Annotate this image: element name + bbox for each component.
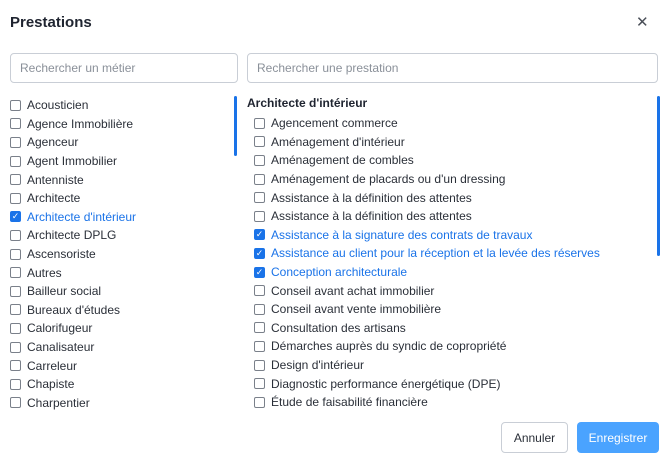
metier-label: Architecte DPLG <box>27 228 117 243</box>
metier-label: Agence Immobilière <box>27 116 134 131</box>
checkbox-icon[interactable] <box>10 397 21 408</box>
prestation-items <box>247 114 651 411</box>
checkbox-icon[interactable] <box>10 360 21 371</box>
save-button[interactable]: Enregistrer <box>577 422 659 453</box>
prestation-list <box>247 96 651 411</box>
prestation-label: Conseil avant vente immobilière <box>271 302 442 317</box>
dialog-title: Prestations <box>10 14 92 31</box>
metier-list <box>10 96 234 411</box>
prestation-item[interactable] <box>247 356 651 375</box>
prestation-label: Design d'intérieur <box>271 358 365 373</box>
checkbox-checked-icon[interactable] <box>254 229 265 240</box>
metier-label: Calorifugeur <box>27 321 93 336</box>
checkbox-icon[interactable] <box>10 174 21 185</box>
metier-item[interactable] <box>10 170 234 189</box>
checkbox-icon[interactable] <box>10 249 21 260</box>
checkbox-checked-icon[interactable] <box>254 248 265 259</box>
metier-search-input[interactable] <box>10 53 238 83</box>
prestation-label: Aménagement d'intérieur <box>271 134 405 149</box>
prestation-item[interactable] <box>247 244 651 263</box>
checkbox-icon[interactable] <box>10 156 21 167</box>
metier-label: Acousticien <box>27 98 89 113</box>
metier-item[interactable] <box>10 301 234 320</box>
checkbox-icon[interactable] <box>254 155 265 166</box>
metier-item[interactable] <box>10 375 234 394</box>
checkbox-icon[interactable] <box>10 267 21 278</box>
prestation-label: Aménagement de placards ou d'un dressing <box>271 172 506 187</box>
checkbox-icon[interactable] <box>254 322 265 333</box>
metier-item[interactable] <box>10 282 234 301</box>
checkbox-icon[interactable] <box>254 174 265 185</box>
metier-item[interactable] <box>10 152 234 171</box>
prestation-label: Diagnostic performance énergétique (DPE) <box>271 376 501 391</box>
checkbox-checked-icon[interactable] <box>10 211 21 222</box>
prestation-item[interactable] <box>247 319 651 338</box>
prestation-item[interactable] <box>247 281 651 300</box>
metier-item[interactable] <box>10 226 234 245</box>
prestation-search-input[interactable] <box>247 53 658 83</box>
checkbox-icon[interactable] <box>254 211 265 222</box>
metier-label: Architecte d'intérieur <box>27 209 137 224</box>
prestation-item[interactable] <box>247 170 651 189</box>
prestation-item[interactable] <box>247 300 651 319</box>
prestation-label: Aménagement de combles <box>271 153 414 168</box>
checkbox-icon[interactable] <box>254 118 265 129</box>
prestation-label: Assistance à la signature des contrats de travaux <box>271 227 533 242</box>
prestation-label: Assistance à la définition des attentes <box>271 209 472 224</box>
prestation-label: Assistance au client pour la réception et la levée des réserves <box>271 246 600 261</box>
prestation-label: Démarches auprès du syndic de copropriété <box>271 339 507 354</box>
metier-label: Charpentier <box>27 395 90 410</box>
prestation-label: Consultation des artisans <box>271 320 406 335</box>
cancel-button[interactable]: Annuler <box>501 422 568 453</box>
metier-item[interactable] <box>10 394 234 412</box>
prestation-label: Assistance à la définition des attentes <box>271 190 472 205</box>
metier-item[interactable] <box>10 245 234 264</box>
checkbox-icon[interactable] <box>10 230 21 241</box>
prestation-label: Conception architecturale <box>271 265 408 280</box>
prestation-label: Agencement commerce <box>271 116 398 131</box>
metier-label: Autres <box>27 265 62 280</box>
checkbox-icon[interactable] <box>10 193 21 204</box>
metier-label: Canalisateur <box>27 340 95 355</box>
prestation-group-title: Architecte d'intérieur <box>247 96 368 110</box>
checkbox-icon[interactable] <box>10 286 21 297</box>
metier-item[interactable] <box>10 356 234 375</box>
metier-item[interactable] <box>10 319 234 338</box>
metier-label: Chapiste <box>27 377 75 392</box>
metier-label: Antenniste <box>27 172 84 187</box>
checkbox-icon[interactable] <box>10 137 21 148</box>
metier-list-scrollbar[interactable] <box>234 96 237 156</box>
checkbox-icon[interactable] <box>254 397 265 408</box>
close-icon[interactable]: ✕ <box>636 14 649 31</box>
checkbox-icon[interactable] <box>10 323 21 334</box>
prestation-item[interactable] <box>247 114 651 133</box>
checkbox-icon[interactable] <box>254 136 265 147</box>
checkbox-checked-icon[interactable] <box>254 267 265 278</box>
prestation-item[interactable] <box>247 374 651 393</box>
checkbox-icon[interactable] <box>254 360 265 371</box>
checkbox-icon[interactable] <box>254 192 265 203</box>
prestation-item[interactable] <box>247 188 651 207</box>
checkbox-icon[interactable] <box>10 100 21 111</box>
prestation-item[interactable] <box>247 337 651 356</box>
checkbox-icon[interactable] <box>254 341 265 352</box>
prestation-item[interactable] <box>247 263 651 282</box>
prestation-item[interactable] <box>247 207 651 226</box>
prestation-label: Étude de faisabilité financière <box>271 395 428 410</box>
checkbox-icon[interactable] <box>254 378 265 389</box>
checkbox-icon[interactable] <box>254 304 265 315</box>
checkbox-icon[interactable] <box>10 304 21 315</box>
metier-item[interactable] <box>10 338 234 357</box>
metier-label: Bailleur social <box>27 284 102 299</box>
metier-label: Carreleur <box>27 358 78 373</box>
metier-label: Agenceur <box>27 135 79 150</box>
checkbox-icon[interactable] <box>10 342 21 353</box>
prestation-label: Conseil avant achat immobilier <box>271 283 435 298</box>
prestation-list-scrollbar[interactable] <box>657 96 660 256</box>
checkbox-icon[interactable] <box>10 118 21 129</box>
checkbox-icon[interactable] <box>254 285 265 296</box>
metier-item[interactable] <box>10 115 234 134</box>
metier-item[interactable] <box>10 133 234 152</box>
metier-item[interactable] <box>10 189 234 208</box>
metier-item[interactable] <box>10 208 234 227</box>
checkbox-icon[interactable] <box>10 379 21 390</box>
metier-item[interactable] <box>10 96 234 115</box>
prestation-item[interactable] <box>247 151 651 170</box>
prestation-item[interactable] <box>247 133 651 152</box>
prestation-item[interactable] <box>247 393 651 411</box>
metier-item[interactable] <box>10 263 234 282</box>
metier-label: Ascensoriste <box>27 247 96 262</box>
metier-label: Architecte <box>27 191 81 206</box>
prestation-item[interactable] <box>247 226 651 245</box>
metier-label: Agent Immobilier <box>27 154 118 169</box>
metier-label: Bureaux d'études <box>27 302 121 317</box>
